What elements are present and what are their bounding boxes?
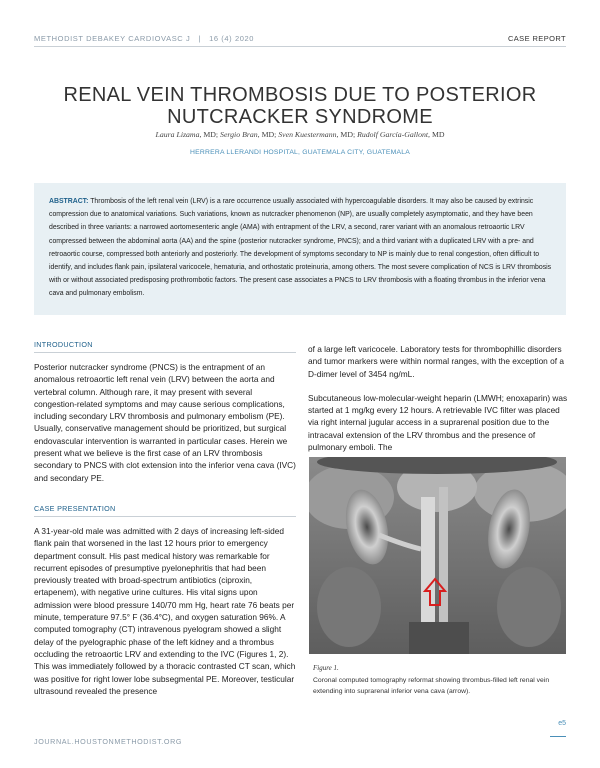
- case-paragraph: A 31-year-old male was admitted with 2 days of increasing left-sided flank pain that worsened in the last 12 hours prior to emergency department consult. His past medical history was remarkable for recurrent episodes of presumptive pyelonephritis that had been previously treated with broad-spectrum antibiotics (ciproxin, ertapenem), with negative urine cultures. His vital signs upon admission were blood pressure 140/70 mm Hg, heart rate 76 beats per minute, temperature 97.5° F (36.4°C), and oxygen saturation 96%. A computed tomography (CT) intravenous pyelogram showed a slight delay of the pyelographic phase of the left kidney and a thrombus occluding the retroaortic LRV and extending to the IVC (Figures 1, 2). This was immediately followed by a thoracic contrasted CT scan, which was positive for right lower lobe subsegmental PE. Moreover, testicular ultrasound revealed the presence: [34, 526, 296, 696]
- author-degree: , MD;: [199, 130, 221, 139]
- right-paragraph-1: of a large left varicocele. Laboratory tests for thrombophillic disorders and tumor markers were within normal ranges, with the exception of a D-dimer level of 3454 ng/mL.: [308, 344, 564, 379]
- case-divider: [34, 516, 296, 517]
- author-name: Sven Kuestermann: [278, 130, 337, 139]
- figure-label: Figure 1.: [313, 664, 339, 672]
- case-heading: CASE PRESENTATION: [34, 504, 116, 513]
- author-name: Rudolf García-Gallont: [357, 130, 429, 139]
- header-separator: |: [198, 34, 201, 43]
- author-degree: , MD;: [257, 130, 279, 139]
- article-title: RENAL VEIN THROMBOSIS DUE TO POSTERIOR NUTCRACKER SYNDROME: [63, 84, 537, 128]
- right-paragraph-2: Subcutaneous low-molecular-weight heparin (LMWH; enoxaparin) was started at 1 mg/kg every 12 hours. A retrievable IVC filter was placed via right internal jugular access in a suprarenal position due to the intracaval extension of the LRV thrombus and the presence of pulmonary emboli. The: [308, 392, 568, 453]
- author-degree: , MD: [428, 130, 445, 139]
- intro-heading: INTRODUCTION: [34, 340, 93, 349]
- abstract-text: Thrombosis of the left renal vein (LRV) is a rare occurrence usually associated with hypercoagulable disorders. It may also be caused by extrinsic compression due to anatomical variations. Such variations, known as nutcracker phenomenon (NP), are usually completely asymptomatic, and they have been described in three variants: a narrowed aortomesenteric angle (AMA) with entrapment of the LRV, a second, rarer variant with an anomalous retroaortic LRV compressed between the abdominal aorta (AA) and the spine (posterior nutcracker syndrome, PNCS); and a third variant with a duplicated LRV with a pre- and retroaortic course, compressed both anteriorly and posteriorly. The development of symptoms secondary to NP is mainly due to renal congestion, often difficult to identify, and includes flank pain, ipsilateral varicocele, hematuria, and orthostatic proteinuria, among others. The most severe complication of NCS is LRV thrombosis with or without associated predisposing prothrombotic factors. The present case associates a PNCS to LRV thrombosis with a floating thrombus in the inferior vena cava and pulmonary embolism.: [49, 198, 552, 298]
- author-name: Laura Lizama: [155, 130, 200, 139]
- journal-issue: 16 (4) 2020: [209, 34, 255, 43]
- article-type: CASE REPORT: [507, 34, 566, 43]
- author-degree: , MD;: [336, 130, 358, 139]
- intro-paragraph: Posterior nutcracker syndrome (PNCS) is the entrapment of an anomalous retroaortic left renal vein (LRV) between the aorta and vertebral column. Although rare, it may present with several congestion-related symptoms and may cause serious complications, including secondary LRV thrombosis and pulmonary embolism (PE). Usually, conservative management should be prioritized, but surgical endovascular intervention is warranted in particular cases. Herein we present what we believe is the first case of an LRV thrombosis secondary to PNCS with clot extension into the inferior vena cava (IVC) and secondary PE.: [34, 362, 296, 483]
- affiliation: HERRERA LLERANDI HOSPITAL, GUATEMALA CITY, GUATEMALA: [190, 149, 410, 156]
- page-number: e5: [558, 720, 566, 727]
- page-number-rule: [550, 736, 566, 737]
- figure-caption: Coronal computed tomography reformat showing thrombus-filled left renal vein extending into suprarenal inferior vena cava (arrow).: [313, 677, 550, 695]
- journal-url: JOURNAL.HOUSTONMETHODIST.ORG: [34, 737, 183, 746]
- intro-divider: [34, 352, 296, 353]
- author-name: Sergio Bran: [220, 130, 258, 139]
- abstract-paragraph: [49, 195, 552, 301]
- header-divider: [34, 46, 566, 47]
- author-list: [40, 130, 560, 139]
- right-column-text: [308, 343, 568, 453]
- journal-header: [34, 34, 254, 43]
- figure-1-image: [309, 457, 566, 654]
- case-body: [34, 525, 297, 697]
- abstract-label: ABSTRACT:: [49, 198, 89, 205]
- intro-body: [34, 361, 297, 484]
- abstract-box: [34, 183, 566, 315]
- journal-name: METHODIST DEBAKEY CARDIOVASC J: [34, 34, 191, 43]
- coronal-ct-scan: [309, 457, 566, 654]
